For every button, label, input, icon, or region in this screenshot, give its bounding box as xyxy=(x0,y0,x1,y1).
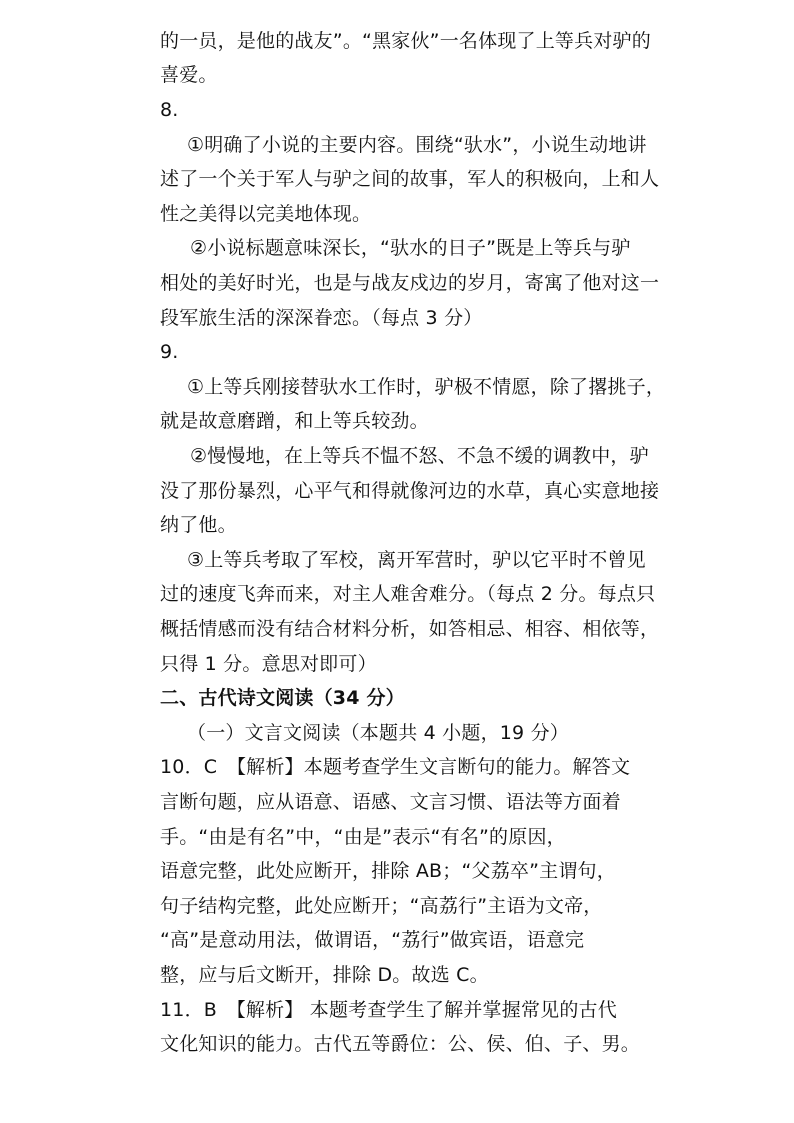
text-line: 相处的美好时光，也是与战友戍边的岁月，寄寓了他对这一 xyxy=(160,272,660,294)
text-line: 语意完整，此处应断开，排除 AB；“父荔卒”主谓句， xyxy=(160,860,616,882)
text-line: 没了那份暴烈，心平气和得就像河边的水草，真心实意地接 xyxy=(160,480,660,502)
text-line: 手。“由是有名”中，“由是”表示“有名”的原因， xyxy=(160,826,566,848)
text-line: 概括情感而没有结合材料分析，如答相忌、相容、相依等， xyxy=(160,618,660,640)
text-line: ②慢慢地，在上等兵不愠不怒、不急不缓的调教中，驴 xyxy=(190,445,649,467)
text-line: 11．B 【解析】 本题考查学生了解并掌握常见的古代 xyxy=(160,999,617,1021)
text-line: 只得 1 分。意思对即可） xyxy=(160,653,377,675)
text-line: 言断句题，应从语意、语感、文言习惯、语法等方面着 xyxy=(160,791,621,813)
text-line: 述了一个关于军人与驴之间的故事，军人的积极向，上和人 xyxy=(160,168,660,190)
text-line: 喜爱。 xyxy=(160,64,218,86)
text-line: 句子结构完整，此处应断开；“高荔行”主语为文帝， xyxy=(160,895,603,917)
text-line: 段军旅生活的深深眷恋。（每点 3 分） xyxy=(160,307,483,329)
subsection-heading: （一）文言文阅读（本题共 4 小题，19 分） xyxy=(187,722,569,744)
text-line: 过的速度飞奔而来，对主人难舍难分。（每点 2 分。每点只 xyxy=(160,583,656,605)
section-heading: 二、古代诗文阅读（34 分） xyxy=(160,687,405,709)
text-line: 10．C 【解析】本题考查学生文言断句的能力。解答文 xyxy=(160,756,631,778)
text-line: 就是故意磨蹭，和上等兵较劲。 xyxy=(160,410,429,432)
text-line: ②小说标题意味深长，“驮水的日子”既是上等兵与驴 xyxy=(190,237,631,259)
text-line: 性之美得以完美地体现。 xyxy=(160,203,372,225)
text-line: ①上等兵刚接替驮水工作时，驴极不情愿，除了撂挑子， xyxy=(187,376,666,398)
text-line: 的一员，是他的战友”。“黑家伙”一名体现了上等兵对驴的 xyxy=(160,30,651,52)
text-line: “高”是意动用法，做谓语，“荔行”做宾语，语意完 xyxy=(160,929,585,951)
text-line: 9. xyxy=(160,341,179,363)
text-line: 纳了他。 xyxy=(160,514,237,536)
text-line: ①明确了小说的主要内容。围绕“驮水”，小说生动地讲 xyxy=(187,134,647,156)
text-line: 整，应与后文断开，排除 D。故选 C。 xyxy=(160,964,489,986)
text-line: 8. xyxy=(160,99,179,121)
text-line: 文化知识的能力。古代五等爵位：公、侯、伯、子、男。 xyxy=(160,1033,641,1055)
text-line: ③上等兵考取了军校，离开军营时，驴以它平时不曾见 xyxy=(187,549,646,571)
